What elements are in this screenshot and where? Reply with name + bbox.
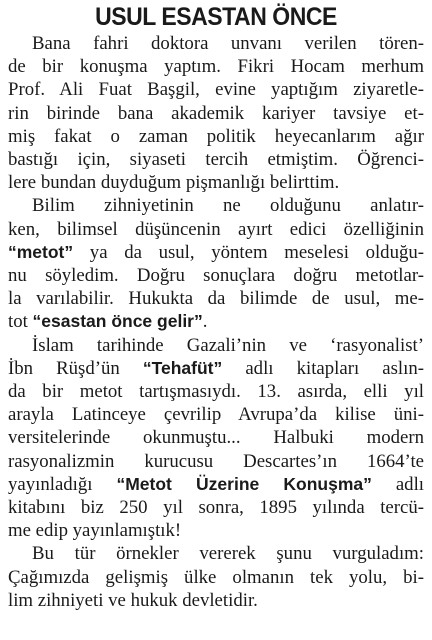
text-line	[8, 264, 424, 287]
text-run: .	[202, 311, 208, 333]
text-run: Bana fahri doktora unvanı verilen tören-	[32, 33, 424, 54]
text-run: adlı kitapları aslın-	[222, 357, 424, 379]
emphasized-phrase: “Metot Üzerine Konuşma”	[116, 473, 372, 494]
text-line	[8, 55, 424, 78]
text-line	[8, 148, 424, 171]
headline: USUL ESASTAN ÖNCE	[95, 3, 337, 31]
text-run: tot	[8, 311, 33, 333]
text-line	[8, 194, 424, 217]
text-line	[8, 542, 424, 565]
text-line	[8, 357, 424, 380]
paragraph	[8, 334, 424, 543]
text-line	[8, 171, 424, 194]
text-run: İbn Rüşd’ün	[8, 357, 143, 379]
text-line	[8, 496, 424, 519]
paragraph	[8, 542, 424, 612]
text-run: Çağımızda gelişmiş ülke olmanın tek yolu, bi-	[8, 566, 424, 588]
text-run: İslam tarihinde Gazali’nin ve ‘rasyonalist’	[32, 334, 424, 356]
text-line	[8, 310, 424, 333]
text-run: miş fakat o zaman politik heyecanlarım ağır	[8, 125, 424, 147]
text-run: lim zihniyeti ve hukuk devletidir.	[8, 589, 258, 611]
text-line	[8, 102, 424, 125]
text-run: la varılabilir. Hukukta da bilimde de usul, me-	[8, 288, 424, 310]
text-line	[8, 334, 424, 357]
text-run: versitelerinde okunmuştu... Halbuki modern	[8, 427, 424, 449]
paragraph	[8, 194, 424, 333]
text-line	[8, 473, 424, 496]
text-line	[8, 241, 424, 264]
text-run: nu söyledim. Doğru sonuçlara doğru metotlar-	[8, 265, 424, 287]
text-run: rin birinde bana akademik kariyer tavsiye et-	[8, 102, 424, 124]
text-run: Prof. Ali Fuat Başgil, evine yaptığım ziyaretle-	[8, 79, 424, 101]
text-run: lere bundan duyduğum pişmanlığı belirttim.	[8, 172, 340, 194]
text-line	[8, 566, 424, 589]
text-run: adlı	[371, 473, 425, 495]
text-run: ya da usul, yöntem meselesi olduğu-	[73, 241, 424, 263]
text-line	[8, 218, 424, 241]
emphasized-phrase: “Tehafüt”	[142, 357, 223, 378]
text-run: arayla Latinceye çevrilip Avrupa’da kilise üni-	[8, 404, 424, 426]
text-run: ken, bilimsel düşüncenin ayırt edici özelliğinin	[8, 218, 424, 240]
emphasized-phrase: “metot”	[8, 241, 74, 262]
text-line	[8, 287, 424, 310]
article-body	[8, 32, 424, 612]
text-line	[8, 450, 424, 473]
text-run: kitabını biz 250 yıl sonra, 1895 yılında tercü-	[8, 497, 424, 519]
text-line	[8, 78, 424, 101]
text-line	[8, 519, 424, 542]
text-run: de bir konuşma yaptım. Fikri Hocam merhum	[8, 56, 424, 78]
text-line	[8, 125, 424, 148]
text-run: yayınladığı	[8, 473, 117, 495]
text-run: Bilim zihniyetinin ne olduğunu anlatır-	[32, 195, 424, 217]
text-line	[8, 403, 424, 426]
text-run: rasyonalizmin kurucusu Descartes’ın 1664’te	[8, 450, 424, 472]
text-run: me edip yayınlamıştık!	[8, 520, 182, 542]
text-line	[8, 380, 424, 403]
text-line	[8, 32, 424, 55]
paragraph	[8, 32, 424, 194]
text-line	[8, 589, 424, 612]
text-line	[8, 426, 424, 449]
text-run: bastığı için, siyaseti tercih etmiştim. Öğrenci-	[8, 149, 424, 171]
text-run: Bu tür örnekler vererek şunu vurguladım:	[32, 543, 424, 565]
emphasized-phrase: “esastan önce gelir”	[32, 311, 203, 332]
newspaper-column	[8, 0, 424, 640]
text-run: da bir metot tartışmasıydı. 13. asırda, elli yıl	[8, 381, 424, 403]
